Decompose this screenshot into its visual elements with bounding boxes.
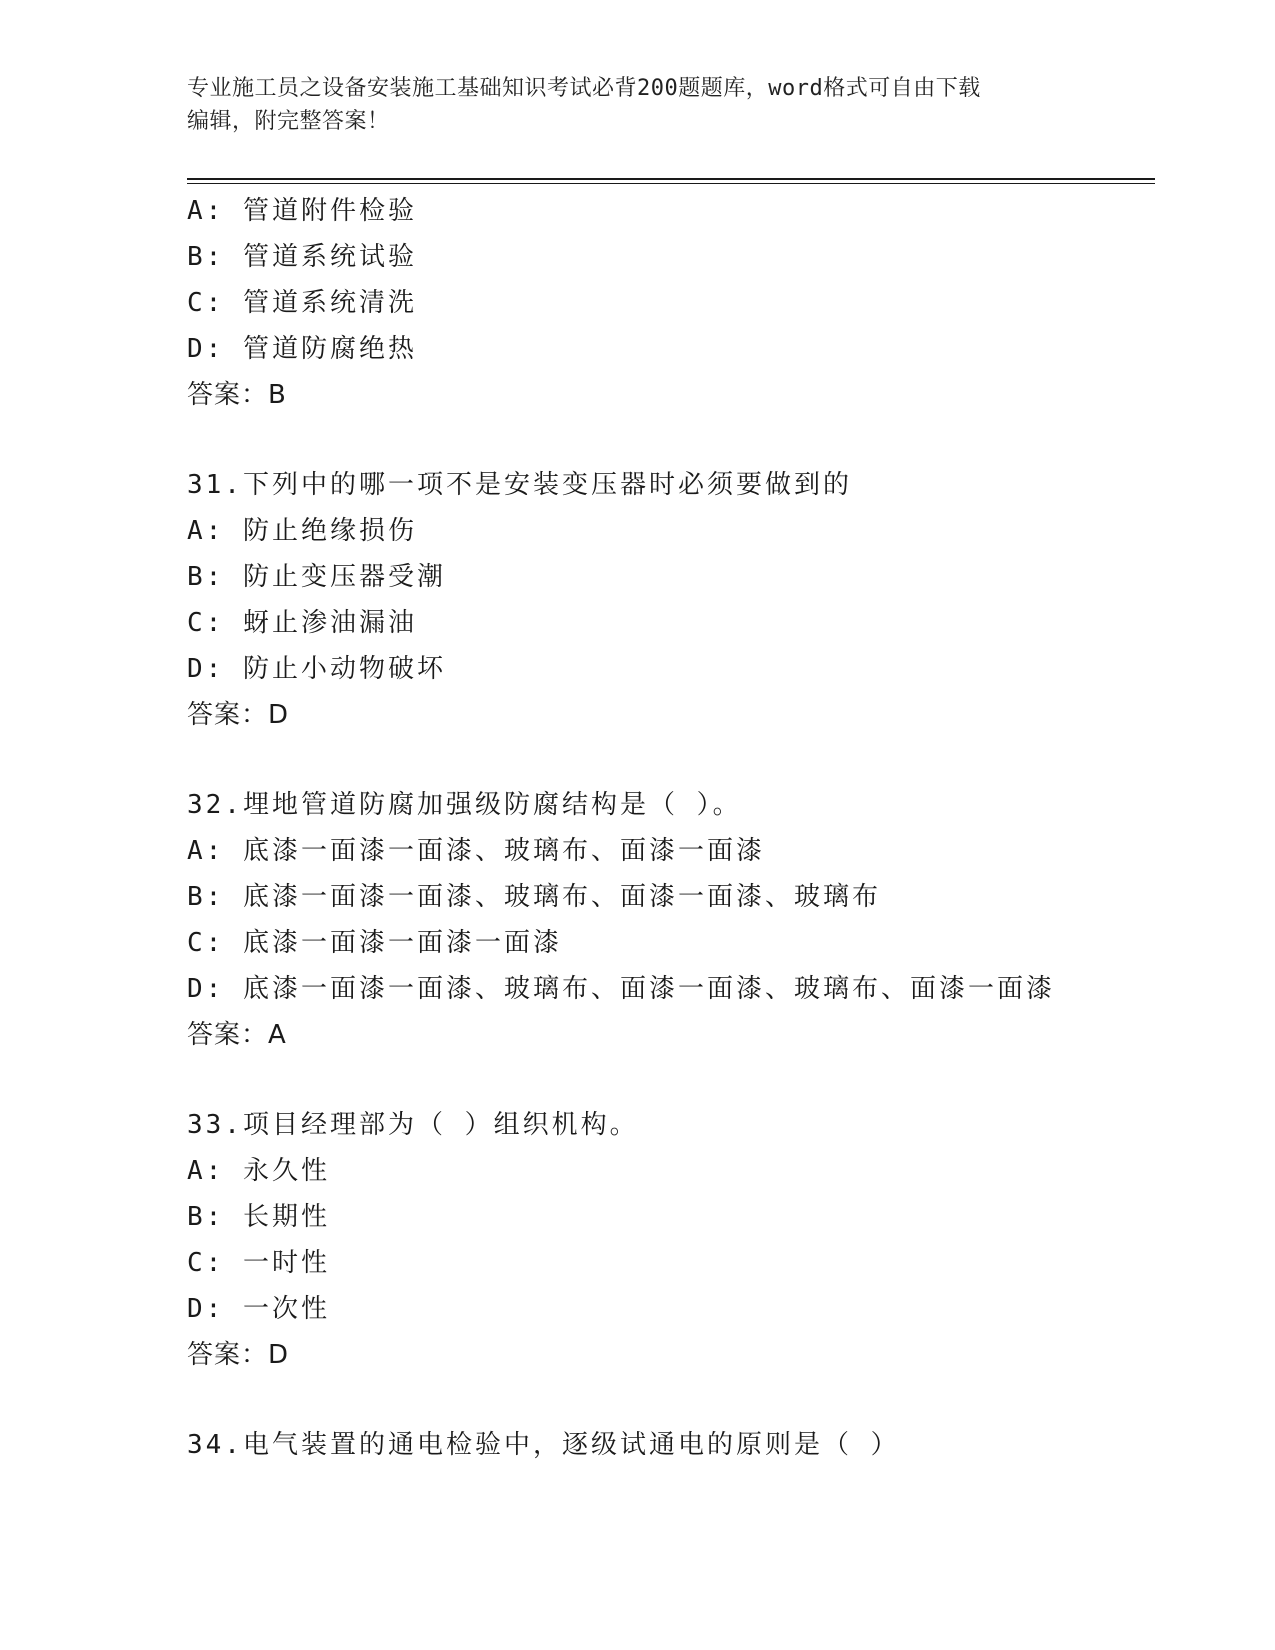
option-b: B: 防止变压器受潮 <box>187 562 446 592</box>
option-d: D: 防止小动物破坏 <box>187 654 446 684</box>
answer-line: 答案：D <box>187 700 290 730</box>
answer-line: 答案：A <box>187 1020 287 1050</box>
header-line-2: 编辑，附完整答案！ <box>187 109 390 134</box>
header-line-1: 专业施工员之设备安装施工基础知识考试必背200题题库，word格式可自由下载 <box>187 76 981 101</box>
option-a: A: 底漆一面漆一面漆、玻璃布、面漆一面漆 <box>187 836 765 866</box>
question-block-30 <box>187 188 1155 418</box>
option-b: B: 管道系统试验 <box>187 242 417 272</box>
option-a: A: 管道附件检验 <box>187 196 417 226</box>
header-rule-thick <box>187 178 1155 180</box>
question-text: 31.下列中的哪一项不是安装变压器时必须要做到的 <box>187 470 852 500</box>
option-b: B: 底漆一面漆一面漆、玻璃布、面漆一面漆、玻璃布 <box>187 882 881 912</box>
answer-line: 答案：B <box>187 380 287 410</box>
question-block-34 <box>187 1422 1155 1468</box>
header-rule-thin <box>187 183 1155 184</box>
question-text: 33.项目经理部为（ ）组织机构。 <box>187 1110 639 1140</box>
option-a: A: 防止绝缘损伤 <box>187 516 417 546</box>
option-b: B: 长期性 <box>187 1202 330 1232</box>
option-c: C: 一时性 <box>187 1248 330 1278</box>
question-block-31 <box>187 462 1155 738</box>
question-text: 34.电气装置的通电检验中，逐级试通电的原则是（ ） <box>187 1430 900 1460</box>
question-text: 32.埋地管道防腐加强级防腐结构是（ ）。 <box>187 790 742 820</box>
option-a: A: 永久性 <box>187 1156 330 1186</box>
option-d: D: 底漆一面漆一面漆、玻璃布、面漆一面漆、玻璃布、面漆一面漆 <box>187 974 1055 1004</box>
option-c: C: 底漆一面漆一面漆一面漆 <box>187 928 562 958</box>
question-content <box>187 188 1155 1468</box>
question-block-32 <box>187 782 1155 1058</box>
option-d: D: 管道防腐绝热 <box>187 334 417 364</box>
document-header <box>187 72 1087 138</box>
option-c: C: 蚜止渗油漏油 <box>187 608 417 638</box>
option-d: D: 一次性 <box>187 1294 330 1324</box>
question-block-33 <box>187 1102 1155 1378</box>
answer-line: 答案：D <box>187 1340 290 1370</box>
option-c: C: 管道系统清洗 <box>187 288 417 318</box>
